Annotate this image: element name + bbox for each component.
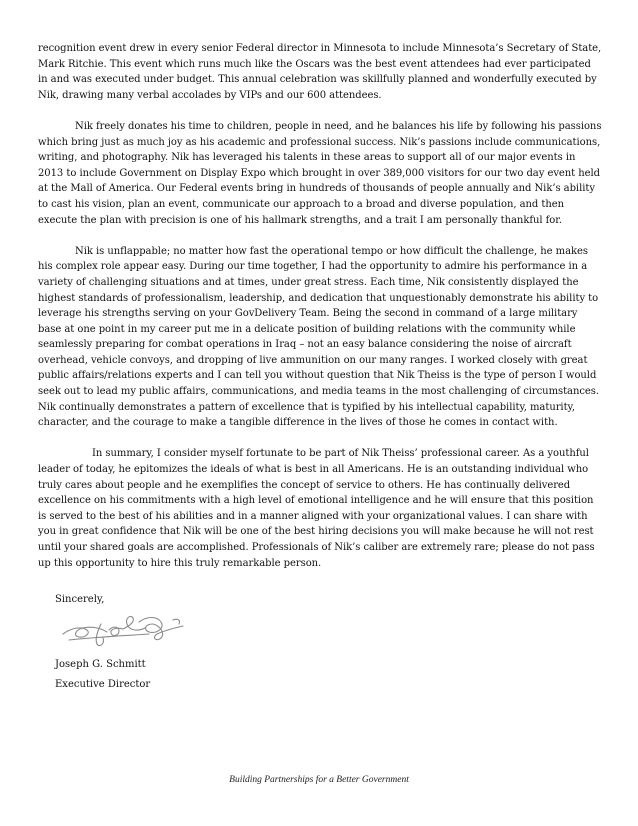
signer-title: Executive Director xyxy=(55,679,151,690)
paragraph-passions: Nik freely donates his time to children, people in need, and he balances his life by following his passions which bring just as much joy as his academic and professional success. Nik’s passions include communications, writing, and photography. Nik has leveraged his talents in these areas to support all of our major events in 2013 to include Government on Display Expo which brought in over 389,000 visitors for our two day event held at the Mall of America. Our Federal events bring in hundreds of thousands of people annually and Nik’s ability to cast his vision, plan an event, communicate our approach to a broad and diverse population, and then execute the plan with precision is one of his hallmark strengths, and a trait I am personally thankful for. xyxy=(38,120,602,226)
handwritten-signature xyxy=(57,604,193,650)
paragraph-summary: In summary, I consider myself fortunate to be part of Nik Theiss’ professional career. As a youthful leader of today, he epitomizes the ideals of what is best in all Americans. He is an outstanding individual who truly cares about people and he exemplifies the concept of service to others. He has continually delivered excellence on his commitments with a high level of emotional intelligence and he will ensure that this position is served to the best of his abilities and in a manner aligned with your organizational values. I can share with you in great confidence that Nik will be one of the best hiring decisions you will make because he will not rest until your shared goals are accomplished. Professionals of Nik’s caliber are extremely rare; please do not pass up this opportunity to hire this truly remarkable person. xyxy=(38,448,595,569)
letter-body xyxy=(38,41,602,587)
footer-tagline: Building Partnerships for a Better Government xyxy=(229,775,409,785)
paragraph-unflappable: Nik is unflappable; no matter how fast the operational tempo or how difficult the challenge, he makes his complex role appear easy. During our time together, I had the opportunity to admire his performance in a variety of challenging situations and at times, under great stress. Each time, Nik consistently displayed the highest standards of professionalism, leadership, and dedication that unquestionably demonstrate his ability to leverage his strengths serving on your GovDelivery Team. Being the second in command of a large military base at one point in my career put me in a delicate position of building relations with the community while seamlessly preparing for combat operations in Iraq – not an easy balance considering the noise of aircraft overhead, vehicle convoys, and dropping of live ammunition on our many ranges. I worked closely with great public affairs/relations experts and I can tell you without question that Nik Theiss is the type of person I would seek out to lead my public affairs, communications, and media teams in the most challenging of circumstances. Nik continually demonstrates a pattern of excellence that is typified by his intellectual capability, maturity, character, and the courage to make a tangible difference in the lives of those he comes in contact with. xyxy=(38,245,599,429)
closing-salutation: Sincerely, xyxy=(55,594,105,605)
signer-name: Joseph G. Schmitt xyxy=(55,659,146,670)
paragraph-event-recognition: recognition event drew in every senior Federal director in Minnesota to include Minnesota’s Secretary of State, Mark Ritchie. This event which runs much like the Oscars was the best event attendees had ever participated in and was executed under budget. This annual celebration was skillfully planned and wonderfully executed by Nik, drawing many verbal accolades by VIPs and our 600 attendees. xyxy=(38,43,602,101)
